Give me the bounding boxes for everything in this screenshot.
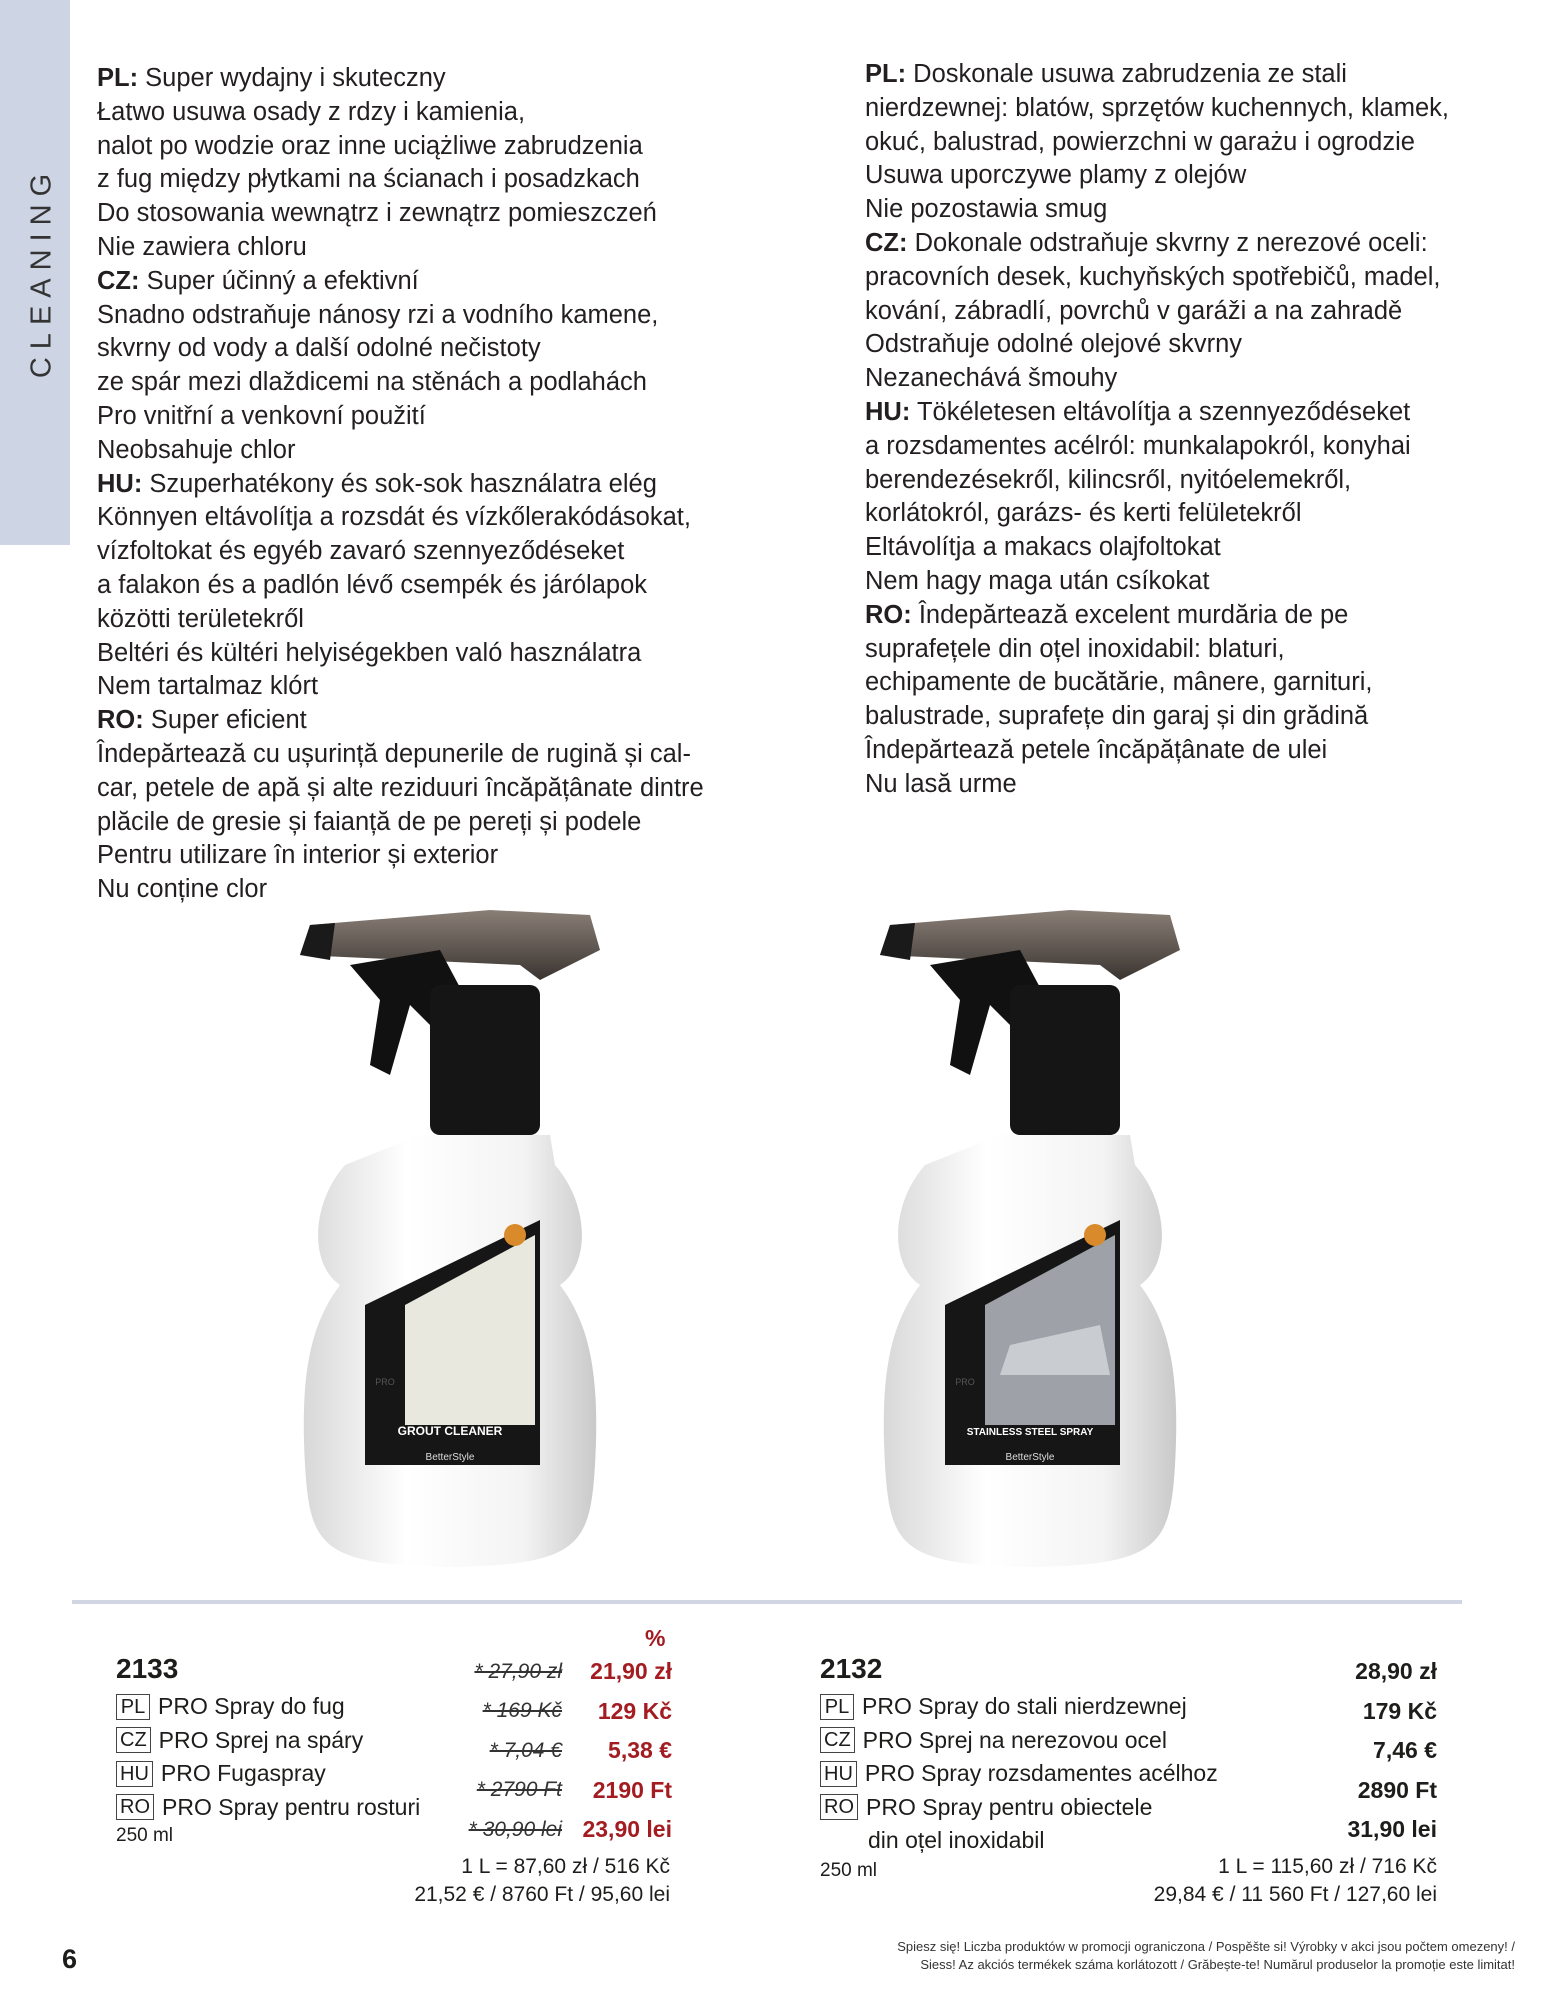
description-line <box>97 96 737 130</box>
language-code: CZ: <box>97 266 140 295</box>
description-text: Dokonale odstraňuje skvrny z nerezové oceli: <box>907 228 1428 257</box>
description-text: echipamente de bucătărie, mânere, garnituri, <box>865 668 1373 697</box>
language-box: HU <box>116 1761 153 1787</box>
description-text: Do stosowania wewnątrz i zewnątrz pomieszczeń <box>97 199 657 228</box>
new-price: 129 Kč <box>597 1697 672 1724</box>
price-row <box>1200 1810 1437 1850</box>
description-text: berendezésekről, kilincsről, nyitóelemekről, <box>865 465 1352 494</box>
old-price: * 2790 Ft <box>476 1778 562 1802</box>
product-name-continuation: din oțel inoxidabil <box>868 1827 1045 1854</box>
language-box: PL <box>820 1694 854 1720</box>
language-code: PL: <box>97 64 139 92</box>
unit-price <box>1154 1853 1437 1909</box>
description-text: közötti területekről <box>97 604 304 633</box>
description-text: Doskonale usuwa zabrudzenia ze stali <box>906 60 1347 88</box>
discount-percent-icon: % <box>645 1625 666 1651</box>
price-row <box>400 1731 672 1771</box>
grout-cleaner-pro-badge: PRO <box>375 1377 395 1387</box>
description-line <box>97 806 737 840</box>
description-line <box>865 227 1465 261</box>
description-text: Nie pozostawia smug <box>865 195 1108 224</box>
product-name-row <box>116 1791 420 1825</box>
language-box: CZ <box>820 1727 855 1753</box>
description-text: Eltávolítja a makacs olajfoltokat <box>865 533 1221 562</box>
description-line <box>865 497 1465 531</box>
description-line <box>97 265 737 299</box>
description-line <box>97 332 737 366</box>
description-line <box>97 434 737 468</box>
description-text: Nem tartalmaz klórt <box>97 672 319 701</box>
description-line <box>97 839 737 873</box>
description-text: Îndepărtează petele încăpățânate de ulei <box>865 735 1328 764</box>
description-line <box>865 734 1465 768</box>
old-price: * 7,04 € <box>489 1738 562 1762</box>
product-name-row <box>116 1724 420 1758</box>
language-code: HU: <box>865 397 911 426</box>
promotion-note <box>897 1938 1515 1974</box>
description-text: Odstraňuje odolné olejové skvrny <box>865 330 1243 359</box>
description-line <box>97 569 737 603</box>
description-line <box>865 328 1465 362</box>
product-volume: 250 ml <box>820 1860 878 1881</box>
description-text: Könnyen eltávolítja a rozsdát és vízkőlerakódásokat, <box>97 503 691 532</box>
description-line <box>865 92 1465 126</box>
price: 31,90 lei <box>1347 1816 1437 1843</box>
description-text: ze spár mezi dlaždicemi na stěnách a podlahách <box>97 368 647 397</box>
description-text: vízfoltokat és egyéb zavaró szennyeződéseket <box>97 537 625 566</box>
unit-price-line: 29,84 € / 11 560 Ft / 127,60 lei <box>1153 1883 1437 1906</box>
product-name-row <box>820 1724 1218 1758</box>
description-line <box>97 772 737 806</box>
unit-price <box>414 1853 670 1909</box>
language-box: RO <box>820 1794 858 1820</box>
description-text: Tökéletesen eltávolítja a szennyeződéseket <box>910 397 1411 426</box>
description-text: Nie zawiera chloru <box>97 232 307 261</box>
description-text: balustrade, suprafețe din garaj și din grădină <box>865 702 1369 731</box>
description-text: Pro vnitřní a venkovní použití <box>97 401 426 430</box>
new-price: 5,38 € <box>608 1737 672 1764</box>
product-names-list <box>116 1690 420 1824</box>
stainless-steel-bottle-label: STAINLESS STEEL SPRAY <box>966 1427 1094 1438</box>
description-text: plăcile de gresie și faianță de pe pereți și podele <box>97 807 642 836</box>
language-code: PL: <box>865 60 907 88</box>
description-line <box>97 299 737 333</box>
description-text: a rozsdamentes acélról: munkalapokról, konyhai <box>865 431 1411 460</box>
old-price: * 30,90 lei <box>468 1817 562 1841</box>
language-box: RO <box>116 1794 154 1820</box>
description-line <box>97 366 737 400</box>
description-line <box>865 565 1465 599</box>
description-line <box>97 62 737 96</box>
description-text: nierdzewnej: blatów, sprzętów kuchennych, klamek, <box>865 93 1449 122</box>
product-name: PRO Sprej na spáry <box>158 1726 364 1753</box>
description-line <box>97 670 737 704</box>
product-name-row <box>116 1690 420 1724</box>
language-box: PL <box>116 1694 150 1720</box>
product-name: PRO Spray rozsdamentes acélhoz <box>864 1760 1218 1787</box>
product-name: PRO Spray pentru obiectele <box>866 1793 1153 1820</box>
price: 179 Kč <box>1362 1697 1437 1724</box>
description-text: Super účinný a efektivní <box>139 266 419 295</box>
price: 28,90 zł <box>1355 1658 1437 1685</box>
description-line <box>97 637 737 671</box>
description-line <box>97 603 737 637</box>
category-label: CLEANING <box>25 165 58 379</box>
description-text: Îndepărtează excelent murdăria de pe <box>911 600 1349 629</box>
description-line <box>865 126 1465 160</box>
price-row <box>400 1652 672 1692</box>
stainless-steel-spray-bottle-image <box>870 905 1190 1580</box>
product-volume: 250 ml <box>116 1825 174 1846</box>
product-name: PRO Spray do stali nierdzewnej <box>862 1693 1187 1720</box>
description-line <box>865 396 1465 430</box>
description-line <box>97 535 737 569</box>
description-text: Îndepărtează cu ușurință depunerile de rugină și cal- <box>97 739 691 768</box>
price: 7,46 € <box>1373 1737 1437 1764</box>
price: 2890 Ft <box>1357 1776 1437 1803</box>
description-line <box>97 873 737 907</box>
language-code: RO: <box>97 706 144 735</box>
description-line <box>865 58 1465 92</box>
new-price: 23,90 lei <box>582 1816 672 1843</box>
description-line <box>97 130 737 164</box>
old-price: * 27,90 zł <box>474 1659 562 1683</box>
description-text: kování, zábradlí, povrchů v garáži a na zahradě <box>865 296 1403 325</box>
description-text: Pentru utilizare în interior și exterior <box>97 841 499 870</box>
price-row <box>400 1810 672 1850</box>
description-text: Super wydajny i skuteczny <box>138 64 446 92</box>
product-name: PRO Spray pentru rosturi <box>162 1793 421 1820</box>
description-text: a falakon és a padlón lévő csempék és járólapok <box>97 570 648 599</box>
unit-price-line: 1 L = 115,60 zł / 716 Kč <box>1218 1855 1437 1878</box>
description-line <box>865 193 1465 227</box>
description-text: Usuwa uporczywe plamy z olejów <box>865 161 1247 190</box>
description-line <box>865 633 1465 667</box>
description-line <box>865 531 1465 565</box>
section-divider <box>72 1600 1462 1604</box>
product-name: PRO Sprej na nerezovou ocel <box>862 1726 1167 1753</box>
product-name-row <box>820 1690 1218 1724</box>
description-text: Nu lasă urme <box>865 769 1017 798</box>
description-line <box>865 599 1465 633</box>
description-line <box>97 501 737 535</box>
description-text: Szuperhatékony és sok-sok használatra elég <box>142 469 657 498</box>
description-line <box>97 231 737 265</box>
description-text: Nem hagy maga után csíkokat <box>865 566 1210 595</box>
price-row <box>1200 1652 1437 1692</box>
description-line <box>97 468 737 502</box>
product-name-row <box>820 1791 1218 1825</box>
description-line <box>865 700 1465 734</box>
price-row <box>1200 1731 1437 1771</box>
grout-cleaner-bottle-image <box>290 905 610 1580</box>
old-price: * 169 Kč <box>482 1699 562 1723</box>
stainless-steel-brand: BetterStyle <box>1005 1452 1055 1463</box>
category-side-tab <box>0 0 70 545</box>
description-line <box>865 768 1465 802</box>
product-code: 2132 <box>820 1653 883 1684</box>
price-row <box>1200 1692 1437 1732</box>
description-text: nalot po wodzie oraz inne uciążliwe zabrudzenia <box>97 131 643 160</box>
new-price: 2190 Ft <box>592 1776 672 1803</box>
description-line <box>865 159 1465 193</box>
promotion-note-line: Spiesz się! Liczba produktów w promocji ograniczona / Pospěšte si! Výrobky v akci jsou počtem omezeny! / <box>897 1939 1515 1954</box>
description-line <box>865 261 1465 295</box>
price-row <box>1200 1771 1437 1811</box>
description-text: z fug między płytkami na ścianach i posadzkach <box>97 165 640 194</box>
description-text: Łatwo usuwa osady z rdzy i kamienia, <box>97 97 526 126</box>
description-text: Beltéri és kültéri helyiségekben való használatra <box>97 638 642 667</box>
description-text: korlátokról, garázs- és kerti felületekről <box>865 499 1302 528</box>
language-code: CZ: <box>865 228 908 257</box>
product-name: PRO Spray do fug <box>158 1693 345 1720</box>
unit-price-line: 21,52 € / 8760 Ft / 95,60 lei <box>414 1883 670 1906</box>
language-box: CZ <box>116 1727 151 1753</box>
description-text: okuć, balustrad, powierzchni w garażu i ogrodzie <box>865 127 1415 156</box>
promotion-note-line: Siess! Az akciós termékek száma korlátozott / Grăbește-te! Numărul produselor la promoție este limitat! <box>920 1957 1515 1972</box>
description-text: car, petele de apă și alte reziduuri încăpățânate dintre <box>97 773 704 802</box>
new-price: 21,90 zł <box>590 1658 672 1685</box>
description-text: Neobsahuje chlor <box>97 435 296 464</box>
description-line <box>865 464 1465 498</box>
product-name-row <box>820 1757 1218 1791</box>
language-code: RO: <box>865 600 912 629</box>
product-name: PRO Fugaspray <box>160 1760 326 1787</box>
description-line <box>97 197 737 231</box>
unit-price-line: 1 L = 87,60 zł / 516 Kč <box>461 1855 670 1878</box>
grout-cleaner-bottle-label: GROUT CLEANER <box>397 1424 503 1438</box>
description-text: skvrny od vody a další odolné nečistoty <box>97 334 541 363</box>
product-description-stainless-steel <box>865 58 1465 802</box>
price-list-promo <box>400 1652 672 1850</box>
grout-cleaner-brand: BetterStyle <box>425 1452 475 1463</box>
description-line <box>865 666 1465 700</box>
description-text: Nezanechává šmouhy <box>865 364 1118 393</box>
product-name-row <box>116 1757 420 1791</box>
description-line <box>865 430 1465 464</box>
price-row <box>400 1771 672 1811</box>
product-description-grout-cleaner <box>97 62 737 907</box>
description-text: Super eficient <box>143 706 307 735</box>
price-list-regular <box>1200 1652 1437 1850</box>
language-code: HU: <box>97 469 143 498</box>
product-names-list <box>820 1690 1218 1858</box>
description-text: Nu conține clor <box>97 875 268 904</box>
page-number: 6 <box>62 1944 78 1974</box>
description-text: Snadno odstraňuje nánosy rzi a vodního kamene, <box>97 300 659 329</box>
description-line <box>865 295 1465 329</box>
description-line <box>97 400 737 434</box>
description-text: suprafețele din oțel inoxidabil: blaturi, <box>865 634 1285 663</box>
description-line <box>865 362 1465 396</box>
description-line <box>97 738 737 772</box>
price-row <box>400 1692 672 1732</box>
product-code: 2133 <box>116 1653 179 1684</box>
description-line <box>97 163 737 197</box>
language-box: HU <box>820 1761 857 1787</box>
description-text: pracovních desek, kuchyňských spotřebičů, madel, <box>865 262 1441 291</box>
description-line <box>97 704 737 738</box>
stainless-steel-pro-badge: PRO <box>955 1377 975 1387</box>
